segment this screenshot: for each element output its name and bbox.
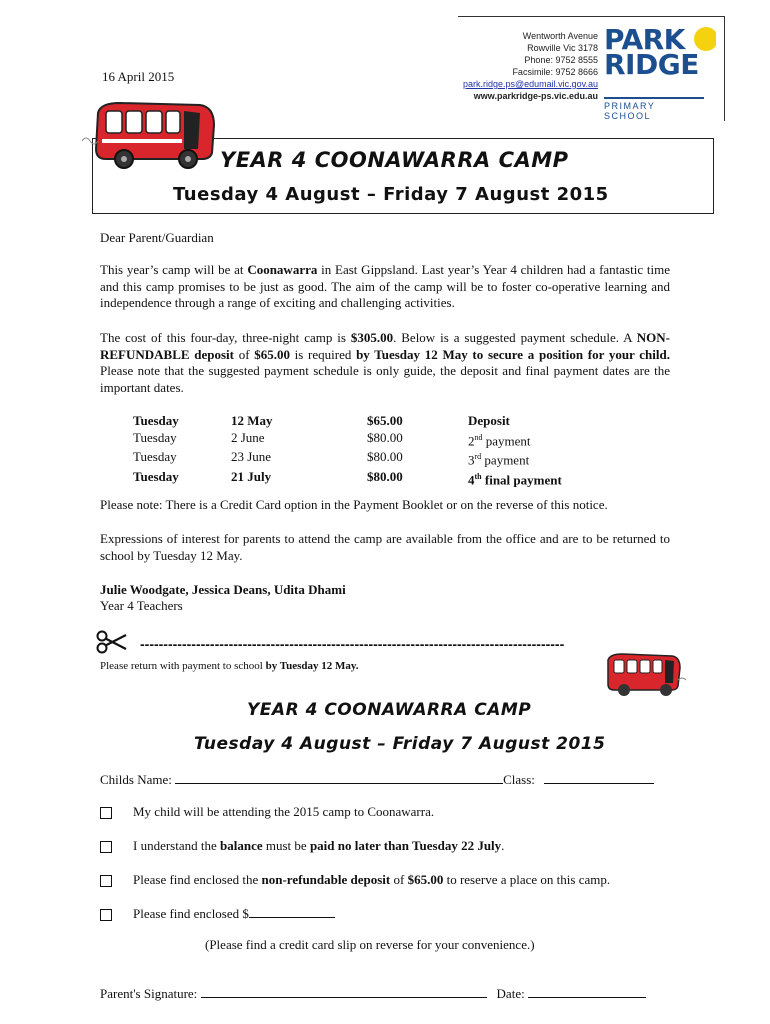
schedule-label [468, 413, 618, 430]
teacher-names: Julie Woodgate, Jessica Deans, Udita Dhami [100, 582, 346, 597]
schedule-day: Tuesday [133, 429, 177, 445]
scissors-icon [96, 630, 130, 654]
school-contact [462, 30, 598, 102]
bus-icon [80, 95, 220, 175]
signature-row [100, 985, 646, 1003]
schedule-ordinal: 3 [468, 452, 475, 468]
address-line-2: Rowville Vic 3178 [527, 43, 598, 53]
schedule-ordinal: 2 [468, 432, 475, 448]
schedule-ordinal: 4 [468, 472, 475, 488]
camp-dates-subtitle: Tuesday 4 August – Friday 7 August 2015 [173, 184, 609, 205]
signature-field[interactable] [201, 985, 487, 998]
opt3-text-a: Please find enclosed the [133, 872, 262, 887]
childs-name-row [100, 771, 654, 789]
school-logo [604, 23, 716, 121]
schedule-amount: $80.00 [367, 429, 403, 445]
schedule-ordinal-suffix: th [474, 472, 482, 482]
date-field[interactable] [528, 985, 646, 998]
schedule-date: 12 May [231, 413, 273, 428]
schedule-day: Tuesday [133, 413, 179, 428]
para2-text-i: Please note that the suggested payment schedule is only guide, the deposit and final payment dates are the important dates. [100, 363, 670, 395]
opt3-text-e: to reserve a place on this camp. [443, 872, 611, 887]
schedule-label [468, 469, 618, 489]
return-instruction [100, 660, 359, 672]
logo-primary-school: PRIMARY SCHOOL [604, 97, 704, 121]
opt3-text-c: of [390, 872, 408, 887]
credit-card-note: Please note: There is a Credit Card option in the Payment Booklet or on the reverse of this notice. [100, 497, 608, 512]
schedule-ordinal-suffix: nd [474, 432, 483, 442]
schedule-date: 2 June [231, 429, 265, 445]
schedule-amount: $80.00 [367, 469, 403, 485]
opt3-amount: $65.00 [407, 872, 444, 887]
payment-schedule [133, 413, 618, 489]
schedule-payment-label: Deposit [468, 413, 510, 428]
logo-park: PARK [604, 23, 685, 56]
paragraph-camp-intro [100, 262, 670, 312]
schedule-day: Tuesday [133, 469, 179, 485]
childs-name-field[interactable] [175, 771, 503, 784]
schedule-label [468, 449, 618, 469]
website-link[interactable]: www.parkridge-ps.vic.edu.au [473, 91, 598, 101]
schedule-row [133, 449, 618, 469]
para1-text-a: This year’s camp will be at [100, 262, 248, 277]
para2-text-c: . Below is a suggested payment schedule. A [393, 330, 637, 345]
teacher-role: Year 4 Teachers [100, 598, 183, 613]
option-enclosed-amount [133, 905, 335, 923]
logo-ridge: RIDGE [604, 48, 699, 81]
deposit-amount: $65.00 [254, 346, 290, 362]
schedule-ordinal-suffix: rd [474, 452, 482, 462]
option-deposit [133, 872, 610, 889]
para1-location: Coonawarra [247, 262, 318, 277]
signature-label: Parent's Signature: [100, 986, 201, 1001]
slip-subtitle: Tuesday 4 August – Friday 7 August 2015 [194, 734, 606, 754]
para1-text-c: in East Gippsland. Last year’s Year 4 children had a fantastic time and this camp promises to be just as good. The aim of the camp will be to foster co-operative learning and independence through a range of exciting and challenging activities. [100, 262, 670, 310]
date-label: Date: [496, 986, 528, 1001]
cut-line: ------------------------------------------------------------------------------------------- [140, 636, 565, 652]
para2-text-e: of [234, 346, 255, 362]
camp-title: YEAR 4 COONAWARRA CAMP [220, 148, 569, 172]
class-label: Class: [503, 772, 539, 787]
opt2-balance: balance [220, 838, 263, 853]
return-deadline: by Tuesday 12 May. [265, 660, 359, 672]
checkbox-attending[interactable] [100, 806, 112, 824]
fax-number: Facsimile: 9752 8666 [512, 67, 598, 77]
schedule-day: Tuesday [133, 449, 177, 465]
letter-date: 16 April 2015 [102, 69, 175, 84]
camp-cost: $305.00 [350, 330, 394, 345]
para2-text-g: is required [289, 346, 357, 362]
schedule-date: 23 June [231, 449, 272, 465]
schedule-amount: $80.00 [367, 449, 403, 465]
class-field[interactable] [544, 771, 654, 784]
checkbox-enclosed-amount[interactable] [100, 908, 112, 926]
small-bus-icon [598, 650, 688, 700]
schedule-label [468, 430, 618, 450]
schedule-payment-label: payment [484, 452, 530, 468]
schedule-row [133, 413, 618, 430]
opt4-text: Please find enclosed $ [133, 906, 249, 921]
childs-name-label: Childs Name: [100, 772, 176, 787]
schedule-amount: $65.00 [367, 413, 403, 428]
option-attending: My child will be attending the 2015 camp to Coonawarra. [133, 804, 435, 819]
schedule-row [133, 430, 618, 450]
option-balance [133, 838, 504, 855]
schedule-row [133, 469, 618, 489]
schedule-date: 21 July [231, 469, 272, 485]
parent-interest-note: Expressions of interest for parents to attend the camp are available from the office and are to be returned to school by Tuesday 12 May. [100, 531, 670, 563]
checkbox-balance[interactable] [100, 840, 112, 858]
opt2-text-e: . [501, 838, 505, 853]
opt2-deadline: paid no later than Tuesday 22 July [309, 838, 502, 853]
greeting: Dear Parent/Guardian [100, 230, 214, 245]
enclosed-amount-field[interactable] [249, 905, 335, 918]
deposit-deadline: by Tuesday 12 May to secure a position for your child. [356, 346, 670, 362]
para2-text-a: The cost of this four-day, three-night camp is [100, 330, 351, 345]
return-text: Please return with payment to school [100, 660, 266, 672]
paragraph-cost [100, 330, 670, 396]
non-refundable-label: NON-REFUNDABLE deposit [100, 330, 670, 362]
opt3-deposit: non-refundable deposit [261, 872, 391, 887]
opt2-text-c: must be [262, 838, 310, 853]
email-link[interactable]: park.ridge.ps@edumail.vic.gov.au [462, 79, 598, 89]
credit-card-slip-note: (Please find a credit card slip on reverse for your convenience.) [205, 937, 535, 952]
opt2-text-a: I understand the [133, 838, 221, 853]
address-line-1: Wentworth Avenue [522, 31, 598, 41]
schedule-payment-label: payment [485, 432, 531, 448]
phone-number: Phone: 9752 8555 [524, 55, 598, 65]
checkbox-deposit[interactable] [100, 874, 112, 892]
slip-title: YEAR 4 COONAWARRA CAMP [247, 700, 532, 720]
schedule-payment-label: final payment [484, 472, 562, 488]
